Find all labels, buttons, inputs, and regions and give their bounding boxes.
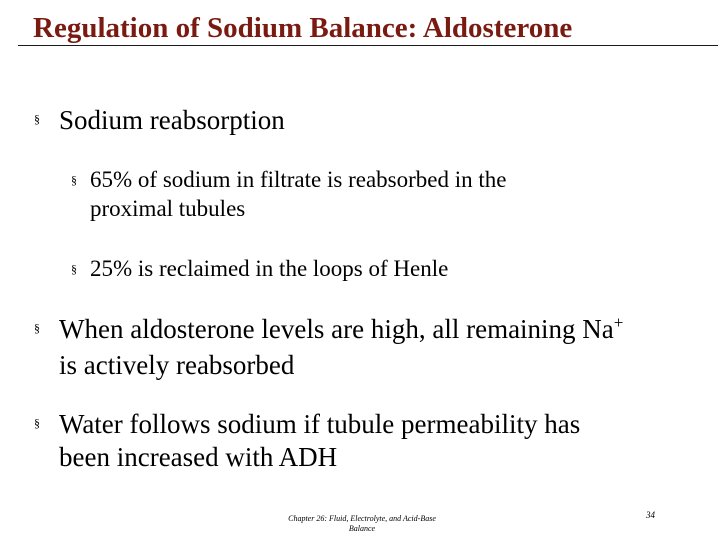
bullet-line: 25% is reclaimed in the loops of Henle (90, 256, 449, 281)
superscript-plus: + (613, 313, 624, 332)
bullet-line: been increased with ADH (59, 442, 338, 472)
slide-footer (262, 514, 462, 534)
bullet-icon: § (71, 262, 77, 276)
bullet-icon: § (34, 112, 40, 126)
title-divider (18, 45, 718, 46)
bullet-icon: § (34, 416, 40, 430)
footer-line: Balance (348, 524, 376, 533)
bullet-item-water-follows-sodium (59, 408, 580, 474)
footer-line: Chapter 26: Fluid, Electrolyte, and Acid-Base (288, 514, 436, 523)
slide-title: Regulation of Sodium Balance: Aldosterone (33, 12, 573, 44)
bullet-line: 65% of sodium in filtrate is reabsorbed in the (90, 167, 507, 192)
bullet-item-aldosterone-levels (59, 313, 623, 382)
page-number: 34 (646, 510, 655, 520)
bullet-item-sodium-reabsorption (59, 104, 285, 137)
bullet-line: proximal tubules (90, 196, 246, 221)
bullet-icon: § (34, 321, 40, 335)
sub-bullet-item-loops-of-henle (90, 254, 448, 283)
bullet-line: Water follows sodium if tubule permeability has (59, 409, 581, 439)
bullet-line: is actively reabsorbed (59, 350, 295, 380)
bullet-icon: § (71, 173, 77, 187)
bullet-line (59, 313, 623, 349)
sub-bullet-item-proximal-tubules (90, 165, 506, 223)
bullet-line-text: When aldosterone levels are high, all remaining Na (59, 314, 614, 344)
bullet-line: Sodium reabsorption (59, 105, 285, 135)
